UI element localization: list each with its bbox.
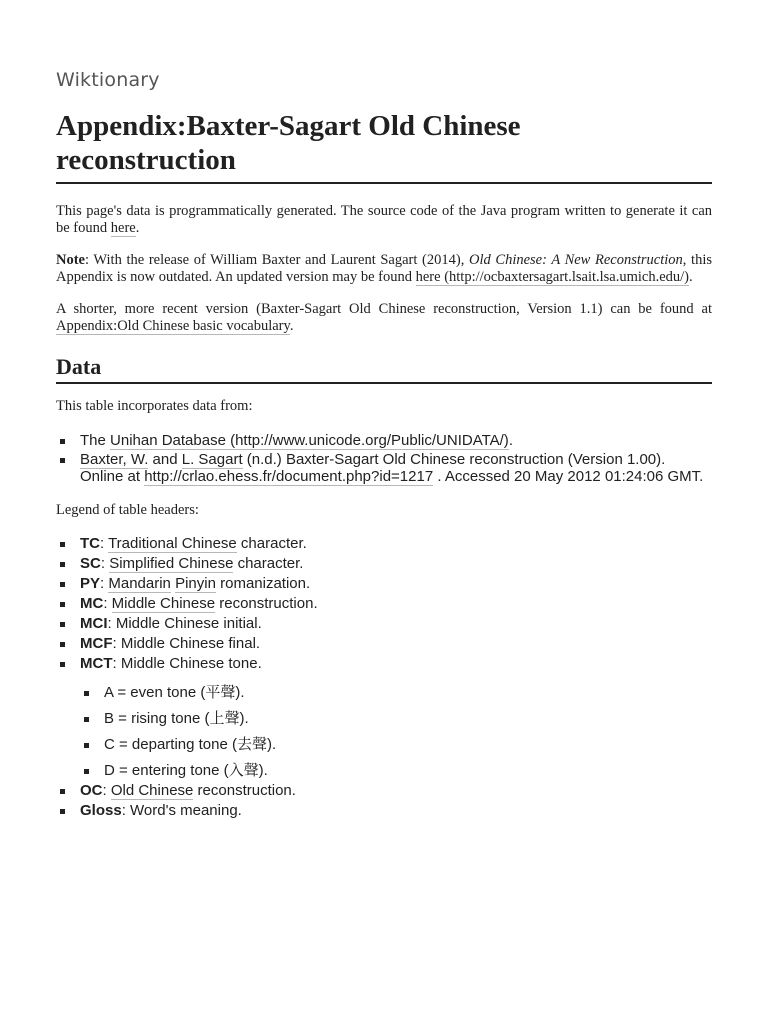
legend-text: : Word's meaning.: [121, 802, 242, 819]
site-name: Wiktionary: [56, 69, 160, 91]
basic-vocabulary-link[interactable]: Appendix:Old Chinese basic vocabulary: [56, 318, 290, 334]
legend-item-py: [56, 575, 712, 592]
pinyin-link[interactable]: Pinyin: [175, 575, 216, 592]
legend-item-oc: [56, 782, 712, 799]
legend-key: OC: [80, 782, 103, 799]
legend-key: MCF: [80, 635, 113, 652]
list-item: [56, 451, 712, 485]
legend-intro: Legend of table headers:: [56, 502, 199, 518]
legend-item-gloss: [56, 802, 712, 819]
note-label: Note: [56, 252, 85, 268]
legend-key: Gloss: [80, 802, 122, 819]
shorter-text: A shorter, more recent version (Baxter-Sagart Old Chinese reconstruction, Version 1.1) can be found at: [56, 301, 712, 317]
sagart-link[interactable]: L. Sagart: [181, 451, 243, 468]
legend-colon: :: [103, 595, 112, 612]
intro-end: .: [135, 220, 140, 236]
legend-text: : Middle Chinese final.: [112, 635, 261, 652]
note-text2: , this Appendix is now outdated. An updated version may be found: [56, 252, 713, 285]
baxter-link[interactable]: Baxter, W.: [80, 451, 149, 468]
legend-text: character.: [233, 555, 304, 572]
middle-chinese-link[interactable]: Middle Chinese: [111, 595, 216, 612]
legend-key: MCT: [80, 655, 113, 672]
tone-item: B = rising tone (上聲).: [80, 710, 712, 727]
tone-item: A = even tone (平聲).: [80, 684, 712, 701]
note-paragraph: [56, 252, 712, 286]
simplified-chinese-link[interactable]: Simplified Chinese: [109, 555, 234, 572]
legend-key: TC: [80, 535, 100, 552]
legend-item-mci: [56, 615, 712, 632]
source1-end: .: [508, 432, 513, 449]
note-text1: : With the release of William Baxter and Laurent Sagart (2014),: [85, 252, 469, 268]
mandarin-link[interactable]: Mandarin: [108, 575, 171, 592]
unihan-link[interactable]: Unihan Database (http://www.unicode.org/Public/UNIDATA/): [110, 432, 509, 449]
legend-text: reconstruction.: [215, 595, 318, 612]
source2-and: and: [148, 451, 182, 468]
shorter-end: .: [289, 318, 294, 334]
legend-text: : Middle Chinese initial.: [107, 615, 262, 632]
source-code-link[interactable]: here: [110, 220, 136, 236]
sources-list: [56, 432, 712, 485]
section-heading-data: Data: [56, 354, 712, 384]
legend-text: : Middle Chinese tone.: [112, 655, 262, 672]
book-title: Old Chinese: A New Reconstruction: [469, 252, 683, 268]
legend-key: MCI: [80, 615, 108, 632]
shorter-version-paragraph: [56, 301, 712, 335]
page-title-line1: Appendix:Baxter-Sagart Old Chinese: [56, 110, 521, 142]
old-chinese-link[interactable]: Old Chinese: [110, 782, 194, 799]
tones-list: [80, 684, 712, 779]
legend-item-sc: [56, 555, 712, 572]
note-end: .: [689, 269, 693, 285]
legend-key: MC: [80, 595, 104, 612]
legend-text: romanization.: [215, 575, 311, 592]
legend-colon: :: [102, 782, 111, 799]
source2-end: . Accessed 20 May 2012 01:24:06 GMT.: [433, 468, 704, 485]
legend-colon: :: [100, 575, 109, 592]
legend-colon: :: [100, 555, 110, 572]
intro-text: This page's data is programmatically generated. The source code of the Java program written to generate it can be found: [56, 203, 712, 236]
table-intro: This table incorporates data from:: [56, 398, 253, 414]
traditional-chinese-link[interactable]: Traditional Chinese: [108, 535, 237, 552]
source1-prefix: The: [80, 432, 111, 449]
crlao-link[interactable]: http://crlao.ehess.fr/document.php?id=1217: [144, 468, 434, 485]
legend-key: SC: [80, 555, 101, 572]
legend-text: reconstruction.: [193, 782, 296, 799]
legend-colon: :: [100, 535, 109, 552]
legend-text: character.: [236, 535, 307, 552]
tone-item: D = entering tone (入聲).: [80, 762, 712, 779]
legend-list: [56, 535, 712, 819]
list-item: [56, 432, 712, 449]
intro-paragraph: [56, 203, 712, 237]
legend-item-tc: [56, 535, 712, 552]
legend-item-mcf: [56, 635, 712, 652]
tone-item: C = departing tone (去聲).: [80, 736, 712, 753]
page-title: [56, 109, 712, 184]
page-title-line2: reconstruction: [56, 144, 236, 176]
legend-item-mct: [56, 655, 712, 779]
legend-item-mc: [56, 595, 712, 612]
source2-text: (n.d.) Baxter-Sagart Old Chinese reconstruction (Version 1.00). Online at: [80, 451, 666, 485]
updated-version-link[interactable]: here (http://ocbaxtersagart.lsait.lsa.umich.edu/): [415, 269, 690, 285]
legend-key: PY: [80, 575, 101, 592]
